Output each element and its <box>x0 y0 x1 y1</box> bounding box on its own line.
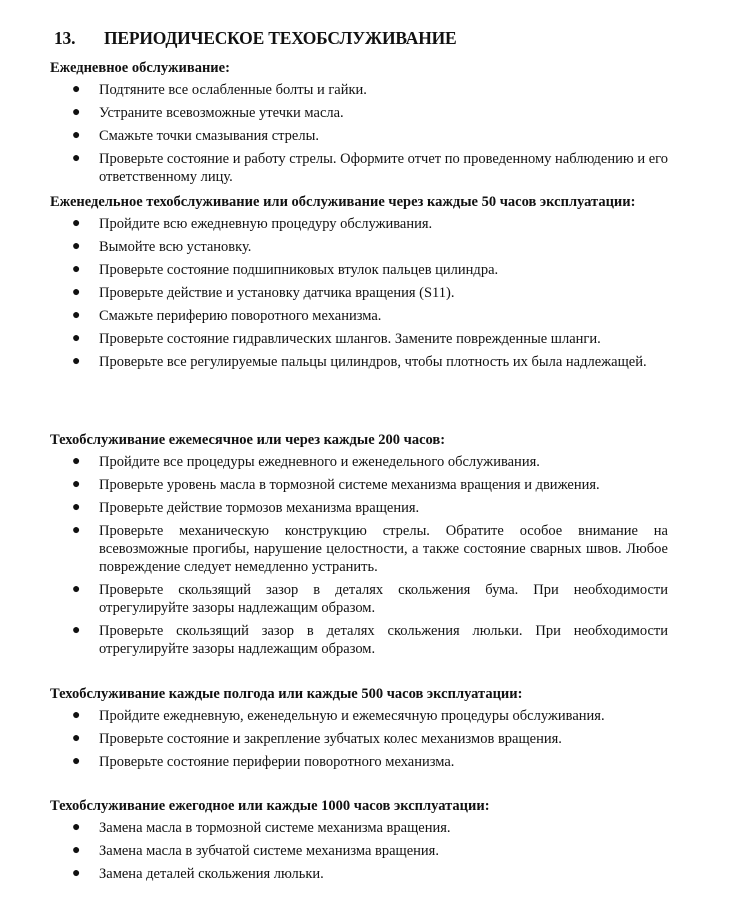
bullet-icon: ● <box>72 754 81 769</box>
list-item <box>50 476 668 494</box>
bullet-icon: ● <box>72 128 81 143</box>
list-item <box>50 819 668 837</box>
list-item-text: Замена масла в зубчатой системе механизма вращения. <box>99 843 439 859</box>
list-item <box>50 215 668 233</box>
item-list <box>50 819 668 883</box>
section-heading: Техобслуживание каждые полгода или каждые 500 часов эксплуатации: <box>50 686 523 702</box>
bullet-icon: ● <box>72 354 81 369</box>
item-list <box>50 453 668 658</box>
list-item-text: Замена масла в тормозной системе механизма вращения. <box>99 820 451 836</box>
section-semiannual <box>50 685 668 776</box>
section-weekly <box>50 193 668 376</box>
list-item-text: Смажьте периферию поворотного механизма. <box>99 308 382 324</box>
list-item <box>50 330 668 348</box>
list-item-text: Проверьте действие тормозов механизма вращения. <box>99 500 420 516</box>
list-item <box>50 865 668 883</box>
list-item-text: Проверьте состояние периферии поворотного механизма. <box>99 754 455 770</box>
list-item-text: Подтяните все ослабленные болты и гайки. <box>99 82 367 98</box>
list-item <box>50 261 668 279</box>
list-item <box>50 730 668 748</box>
bullet-icon: ● <box>72 308 81 323</box>
bullet-icon: ● <box>72 216 81 231</box>
list-item <box>50 753 668 771</box>
bullet-icon: ● <box>72 454 81 469</box>
list-item-text: Проверьте состояние и работу стрелы. Оформите отчет по проведенному наблюдению и его ответственному лицу. <box>99 151 668 185</box>
list-item-text: Смажьте точки смазывания стрелы. <box>99 128 319 144</box>
list-item-text: Проверьте состояние и закрепление зубчатых колес механизмов вращения. <box>99 731 562 747</box>
bullet-icon: ● <box>72 523 81 538</box>
list-item <box>50 307 668 325</box>
section-heading: Еженедельное техобслуживание или обслуживание через каждые 50 часов эксплуатации: <box>50 194 636 210</box>
bullet-icon: ● <box>72 843 81 858</box>
list-item-text: Проверьте механическую конструкцию стрелы. Обратите особое внимание на всевозможные прогибы, нарушение целостности, а также состояние сварных швов. Любое повреждение следует немедленно устранить. <box>99 523 668 575</box>
bullet-icon: ● <box>72 500 81 515</box>
list-item <box>50 581 668 617</box>
bullet-icon: ● <box>72 331 81 346</box>
bullet-icon: ● <box>72 105 81 120</box>
section-daily <box>50 59 668 191</box>
bullet-icon: ● <box>72 582 81 597</box>
section-title <box>54 28 457 49</box>
list-item-text: Вымойте всю установку. <box>99 239 252 255</box>
section-number: 13. <box>54 28 76 48</box>
bullet-icon: ● <box>72 866 81 881</box>
bullet-icon: ● <box>72 623 81 638</box>
list-item <box>50 622 668 658</box>
list-item <box>50 353 668 371</box>
list-item <box>50 81 668 99</box>
bullet-icon: ● <box>72 285 81 300</box>
list-item-text: Проверьте действие и установку датчика вращения (S11). <box>99 285 455 301</box>
bullet-icon: ● <box>72 239 81 254</box>
section-heading: Ежедневное обслуживание: <box>50 60 230 76</box>
bullet-icon: ● <box>72 820 81 835</box>
bullet-icon: ● <box>72 477 81 492</box>
item-list <box>50 707 668 771</box>
section-heading: Техобслуживание ежегодное или каждые 1000 часов эксплуатации: <box>50 798 490 814</box>
list-item <box>50 453 668 471</box>
bullet-icon: ● <box>72 262 81 277</box>
list-item-text: Проверьте скользящий зазор в деталях скольжения люльки. При необходимости отрегулируйте зазоры надлежащим образом. <box>99 623 668 657</box>
list-item-text: Пройдите все процедуры ежедневного и еженедельного обслуживания. <box>99 454 540 470</box>
list-item-text: Проверьте состояние гидравлических шлангов. Замените поврежденные шланги. <box>99 331 601 347</box>
list-item <box>50 127 668 145</box>
list-item <box>50 104 668 122</box>
section-monthly <box>50 431 668 663</box>
bullet-icon: ● <box>72 82 81 97</box>
list-item-text: Замена деталей скольжения люльки. <box>99 866 324 882</box>
list-item-text: Проверьте уровень масла в тормозной системе механизма вращения и движения. <box>99 477 600 493</box>
section-heading: Техобслуживание ежемесячное или через каждые 200 часов: <box>50 432 446 448</box>
list-item <box>50 150 668 186</box>
list-item <box>50 522 668 576</box>
list-item <box>50 842 668 860</box>
section-title-text: ПЕРИОДИЧЕСКОЕ ТЕХОБСЛУЖИВАНИЕ <box>104 28 457 48</box>
item-list <box>50 215 668 371</box>
bullet-icon: ● <box>72 151 81 166</box>
item-list <box>50 81 668 186</box>
list-item <box>50 284 668 302</box>
list-item-text: Устраните всевозможные утечки масла. <box>99 105 344 121</box>
bullet-icon: ● <box>72 708 81 723</box>
list-item-text: Проверьте состояние подшипниковых втулок пальцев цилиндра. <box>99 262 499 278</box>
list-item <box>50 707 668 725</box>
bullet-icon: ● <box>72 731 81 746</box>
list-item-text: Пройдите всю ежедневную процедуру обслуживания. <box>99 216 433 232</box>
list-item <box>50 499 668 517</box>
section-annual <box>50 797 668 888</box>
list-item-text: Пройдите ежедневную, еженедельную и ежемесячную процедуры обслуживания. <box>99 708 605 724</box>
list-item-text: Проверьте скользящий зазор в деталях скольжения бума. При необходимости отрегулируйте зазоры надлежащим образом. <box>99 582 668 616</box>
list-item <box>50 238 668 256</box>
list-item-text: Проверьте все регулируемые пальцы цилиндров, чтобы плотность их была надлежащей. <box>99 354 647 370</box>
